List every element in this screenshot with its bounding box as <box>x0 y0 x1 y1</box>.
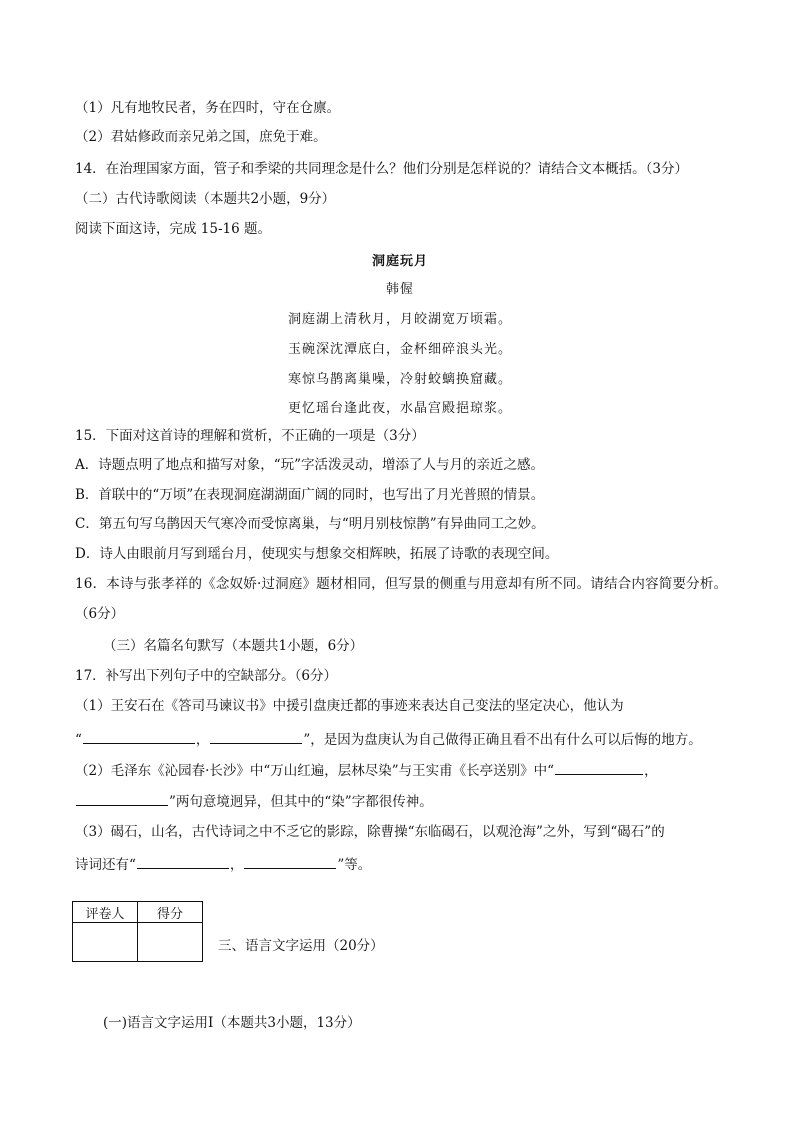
grader-cell[interactable] <box>73 923 138 962</box>
comma: ， <box>644 763 658 779</box>
answer-blank-2[interactable] <box>210 730 302 744</box>
comma: ， <box>229 857 244 873</box>
poem-line-4: 更忆瑶台逢此夜，水晶宫殿挹琼浆。 <box>287 401 512 416</box>
score-cell[interactable] <box>138 923 203 962</box>
q13-item-2: （2）君姑修政而亲兄弟之国，庶免于难。 <box>75 129 327 145</box>
answer-blank-5[interactable] <box>137 855 229 869</box>
q13-item-1: （1）凡有地牧民者，务在四时，守在仓廪。 <box>75 100 341 116</box>
q15-option-d: D．诗人由眼前月写到瑶台月，使现实与想象交相辉映，拓展了诗歌的表现空间。 <box>75 546 559 562</box>
part3-subsection-1: (一)语言文字运用Ⅰ（本题共3小题，13分） <box>103 1015 361 1031</box>
q17-part2-line1 <box>75 761 658 780</box>
answer-blank-3[interactable] <box>555 761 643 775</box>
answer-blank-6[interactable] <box>244 855 336 869</box>
poem-line-3: 寒惊乌鹊离巢噪，冷射蛟螭换窟藏。 <box>287 372 512 387</box>
q15-option-b: B．首联中的“万顷”在表现洞庭湖湖面广阔的同时，也写出了月光普照的情景。 <box>75 487 545 503</box>
poem-title: 洞庭玩月 <box>371 254 428 269</box>
q15-option-a: A．诗题点明了地点和描写对象，“玩”字活泼灵动，增添了人与月的亲近之感。 <box>75 457 545 473</box>
q17-stem: 17．补写出下列句子中的空缺部分。（6分） <box>75 668 338 684</box>
section2-heading: （二）古代诗歌阅读（本题共2小题，9分） <box>75 191 336 207</box>
part2-rest: ”两句意境迥异，但其中的“染”字都很传神。 <box>169 794 433 810</box>
q15-stem: 15．下面对这首诗的理解和赏析，不正确的一项是（3分） <box>75 428 425 444</box>
section2-intro: 阅读下面这诗，完成 15-16 题。 <box>75 221 272 237</box>
q17-part3-line2 <box>75 855 371 874</box>
q14-question: 14．在治理国家方面，管子和季梁的共同理念是什么？他们分别是怎样说的？请结合文本概括。（3分） <box>75 161 689 177</box>
q17-part2-line2 <box>75 792 433 811</box>
section3-heading: （三）名篇名句默写（本题共1小题，6分） <box>103 638 364 654</box>
part3-end: ”等。 <box>337 857 372 873</box>
q17-part1-line2 <box>75 730 702 749</box>
answer-blank-1[interactable] <box>83 730 195 744</box>
part3-heading: 三、语言文字运用（20分） <box>218 938 384 954</box>
part3-start: 诗词还有“ <box>75 857 136 873</box>
comma: ， <box>195 732 210 748</box>
poem-line-1: 洞庭湖上清秋月，月皎湖宽万顷霜。 <box>287 312 512 327</box>
answer-blank-4[interactable] <box>76 792 168 806</box>
score-table <box>72 901 203 962</box>
score-table-header-score: 得分 <box>138 902 203 923</box>
poem-author: 韩偓 <box>385 282 414 297</box>
part1-rest: ”，是因为盘庚认为自己做得正确且看不出有什么可以后悔的地方。 <box>303 732 702 748</box>
q17-part1-line1: （1）王安石在《答司马谏议书》中援引盘庚迁都的事迹来表达自己变法的坚定决心，他认为 <box>75 698 624 714</box>
poem-line-2: 玉碗深沈潭底白，金杯细碎浪头光。 <box>287 342 512 357</box>
q16-points: （6分） <box>75 606 125 622</box>
quote-open: “ <box>75 732 82 748</box>
score-table-header-grader: 评卷人 <box>73 902 138 923</box>
part2-text: （2）毛泽东《沁园春·长沙》中“万山红遍，层林尽染”与王实甫《长亭送别》中“ <box>75 763 555 779</box>
q15-option-c: C．第五句写乌鹊因天气寒冷而受惊离巢，与“明月别枝惊鹊”有异曲同工之妙。 <box>75 516 545 532</box>
q17-part3-line1: （3）碣石，山名，古代诗词之中不乏它的影踪，除曹操“东临碣石，以观沧海”之外，写到“碣石”的 <box>75 824 665 840</box>
q16-question: 16．本诗与张孝祥的《念奴娇·过洞庭》题材相同，但写景的侧重与用意却有所不同。请结合内容简要分析。 <box>75 576 728 592</box>
